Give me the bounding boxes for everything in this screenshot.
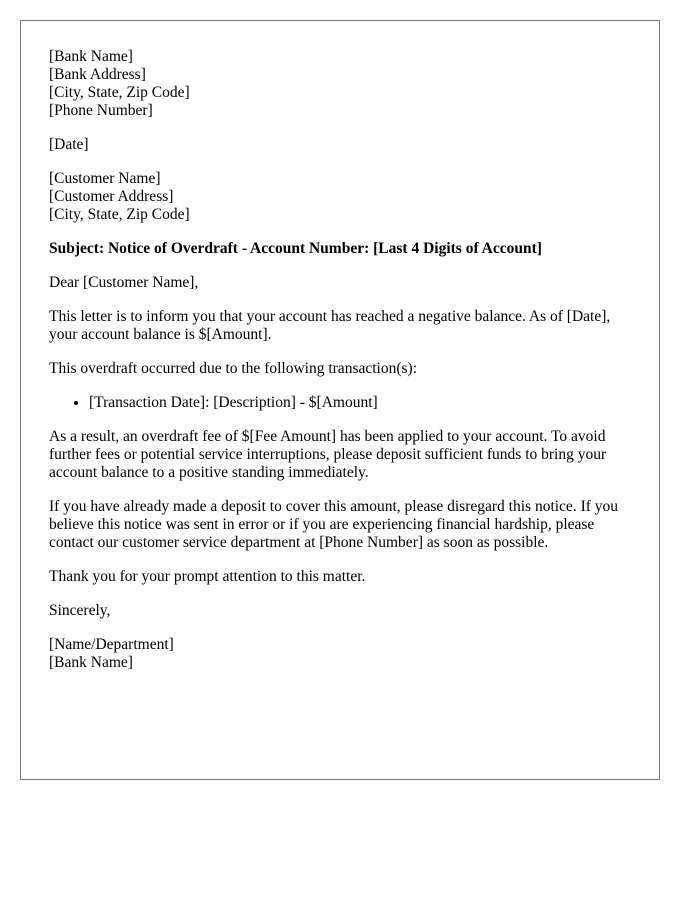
sender-phone: [Phone Number] <box>49 102 153 119</box>
signature-block <box>49 636 631 672</box>
subject-line: Subject: Notice of Overdraft - Account Number: [Last 4 Digits of Account] <box>49 240 542 257</box>
sender-bank-name: [Bank Name] <box>49 48 133 65</box>
closing: Sincerely, <box>49 602 111 619</box>
letter-date: [Date] <box>49 136 89 153</box>
sender-bank-address: [Bank Address] <box>49 66 146 83</box>
transaction-list <box>49 394 631 412</box>
disregard-paragraph: If you have already made a deposit to cover this amount, please disregard this notice. If you believe this notice was sent in error or if you are experiencing financial hardship, please contact our customer service department at [Phone Number] as soon as possible. <box>49 498 619 551</box>
recipient-address-block <box>49 170 631 224</box>
intro-paragraph: This letter is to inform you that your account has reached a negative balance. As of [Date], your account balance is $[Amount]. <box>49 308 611 343</box>
fee-paragraph: As a result, an overdraft fee of $[Fee Amount] has been applied to your account. To avoid further fees or potential service interruptions, please deposit sufficient funds to bring your account balance to a positive standing immediately. <box>49 428 607 481</box>
transactions-lead-paragraph: This overdraft occurred due to the following transaction(s): <box>49 360 418 377</box>
sender-city-state-zip: [City, State, Zip Code] <box>49 84 190 101</box>
recipient-city-state-zip: [City, State, Zip Code] <box>49 206 190 223</box>
signature-name-department: [Name/Department] <box>49 636 174 653</box>
sender-address-block <box>49 48 631 120</box>
letter-page <box>20 20 660 780</box>
recipient-address: [Customer Address] <box>49 188 174 205</box>
salutation: Dear [Customer Name], <box>49 274 199 291</box>
list-item: • [Transaction Date]: [Description] - $[Amount] <box>89 394 631 412</box>
recipient-name: [Customer Name] <box>49 170 161 187</box>
thanks-paragraph: Thank you for your prompt attention to this matter. <box>49 568 366 585</box>
signature-bank-name: [Bank Name] <box>49 654 133 671</box>
